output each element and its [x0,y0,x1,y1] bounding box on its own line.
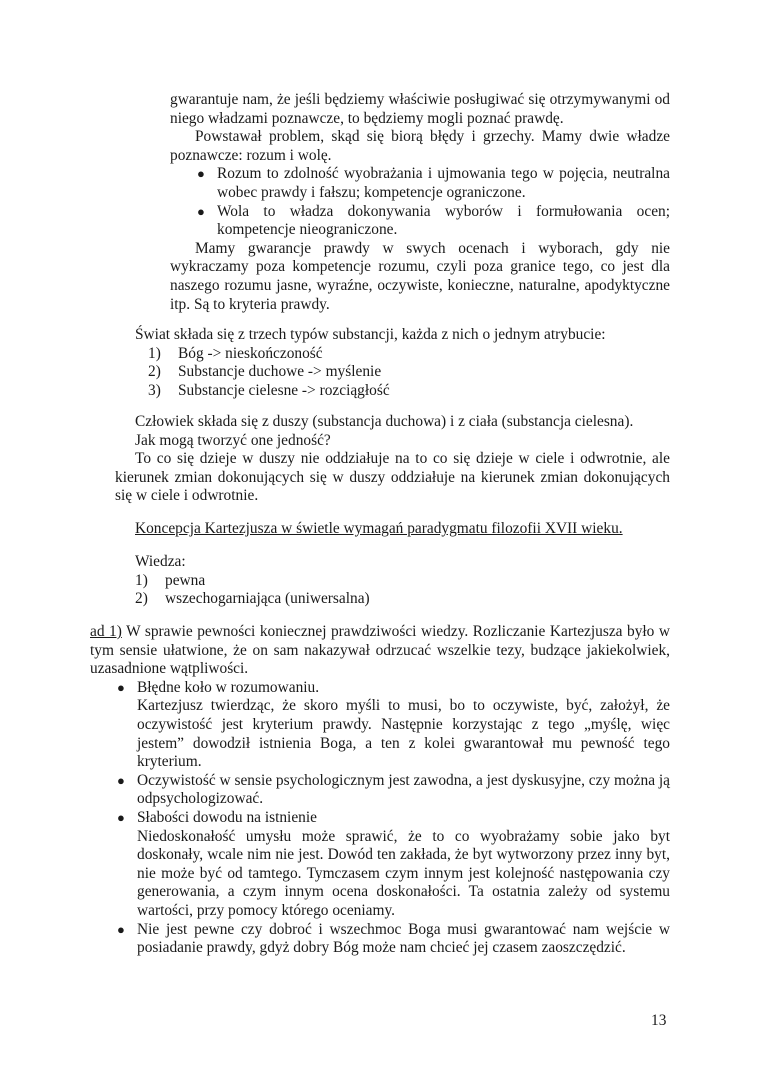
paragraph: Mamy gwarancje prawdy w swych ocenach i wyborach, gdy nie wykraczamy poza kompetencje rozumu, czyli poza granice tego, co jest dla naszego rozumu jasne, wyraźne, oczywiste, konieczne, naturalne, apodyktyczne itp. Są to kryteria prawdy. [170,239,670,313]
section-substances [135,326,675,400]
list-item: 2) wszechogarniająca (uniwersalna) [135,590,370,608]
bullet-icon: ● [117,679,125,695]
ad1-label: ad 1) [90,623,122,640]
bullet-icon: ● [197,203,205,219]
section-descartes-faculties [170,91,670,314]
paragraph: ad 1) W sprawie pewności koniecznej prawdziwości wiedzy. Rozliczanie Kartezjusza było w tym sensie ułatwione, że on sam nakazywał odrzucać wszelkie tezy, budzące jakiekolwiek, uzasadnione wątpliwości. [90,623,670,678]
list-item: ● Słabości dowodu na istnienie Niedoskonałość umysłu może sprawić, że to co wyobrażamy sobie jako byt doskonały, wcale nim nie jest. Dowód ten zakłada, że byt wytworzony przez inny byt, nie może być od tamtego. Tymczasem czym innym jest kolejność następowania czy generowania, a czym innym ocena doskonałości. Ta ostatnia zależy od systemu wartości, przy pomocy którego oceniamy. [117,808,670,919]
list-item: 1) Bóg -> nieskończoność [148,344,323,362]
list-item: ● Błędne koło w rozumowaniu. Kartezjusz twierdząc, że skoro myśli to musi, bo to oczywiste, być, założył, że oczywistość jest kryterium prawdy. Następnie korzystając z tego „myślę, więc jestem” dowodził istnienia Boga, a ten z kolei gwarantował mu pewność tego kryterium. [117,678,670,771]
bullet-icon: ● [197,166,205,182]
section-ad1 [90,623,670,958]
bullet-icon: ● [117,809,125,825]
paragraph: Powstawał problem, skąd się biorą błędy i grzechy. Mamy dwie władze poznawcze: rozum i wolę. [170,128,670,164]
list-item: ● Wola to władza dokonywania wyborów i formułowania ocen; kompetencje nieograniczone. [197,202,670,239]
list-item: 2) Substancje duchowe -> myślenie [148,363,382,381]
paragraph: gwarantuje nam, że jeśli będziemy właściwie posługiwać się otrzymywanymi od niego władzami poznawcze, to będziemy mogli poznać prawdę. [170,91,670,127]
bullet-list [197,165,670,239]
bullet-list [117,679,670,958]
section-human [115,413,670,506]
list-item: 3) Substancje cielesne -> rozciągłość [148,381,390,399]
paragraph: To co się dzieje w duszy nie oddziałuje na to co się dzieje w ciele i odwrotnie, ale kierunek zmian dokonujących się w duszy oddziałuje na kierunek zmian dokonujących się w ciele i odwrotnie. [115,450,670,505]
paragraph: Świat składa się z trzech typów substancji, każda z nich o jednym atrybucie: [135,326,606,343]
list-item: ● Nie jest pewne czy dobroć i wszechmoc Boga musi gwarantować nam wejście w posiadanie prawdy, gdyż dobry Bóg może nam chcieć jej czasem zaoszczędzić. [117,920,670,957]
list-item: 1) pewna [135,571,206,589]
bullet-icon: ● [117,921,125,937]
section-heading: Koncepcja Kartezjusza w świetle wymagań paradygmatu filozofii XVII wieku. [135,520,623,537]
paragraph: Człowiek składa się z duszy (substancja duchowa) i z ciała (substancja cielesna). [135,413,634,430]
section-knowledge [135,553,675,609]
paragraph: Wiedza: [135,553,186,570]
bullet-icon: ● [117,772,125,788]
numbered-list [148,345,675,401]
list-item: ● Oczywistość w sensie psychologicznym jest zawodna, a jest dyskusyjne, czy można ją odpsychologizować. [117,771,670,808]
numbered-list [135,572,675,609]
page-number: 13 [651,1012,667,1029]
list-item: ● Rozum to zdolność wyobrażania i ujmowania tego w pojęcia, neutralna wobec prawdy i fałszu; kompetencje ograniczone. [197,165,670,201]
paragraph: Jak mogą tworzyć one jedność? [135,431,331,449]
